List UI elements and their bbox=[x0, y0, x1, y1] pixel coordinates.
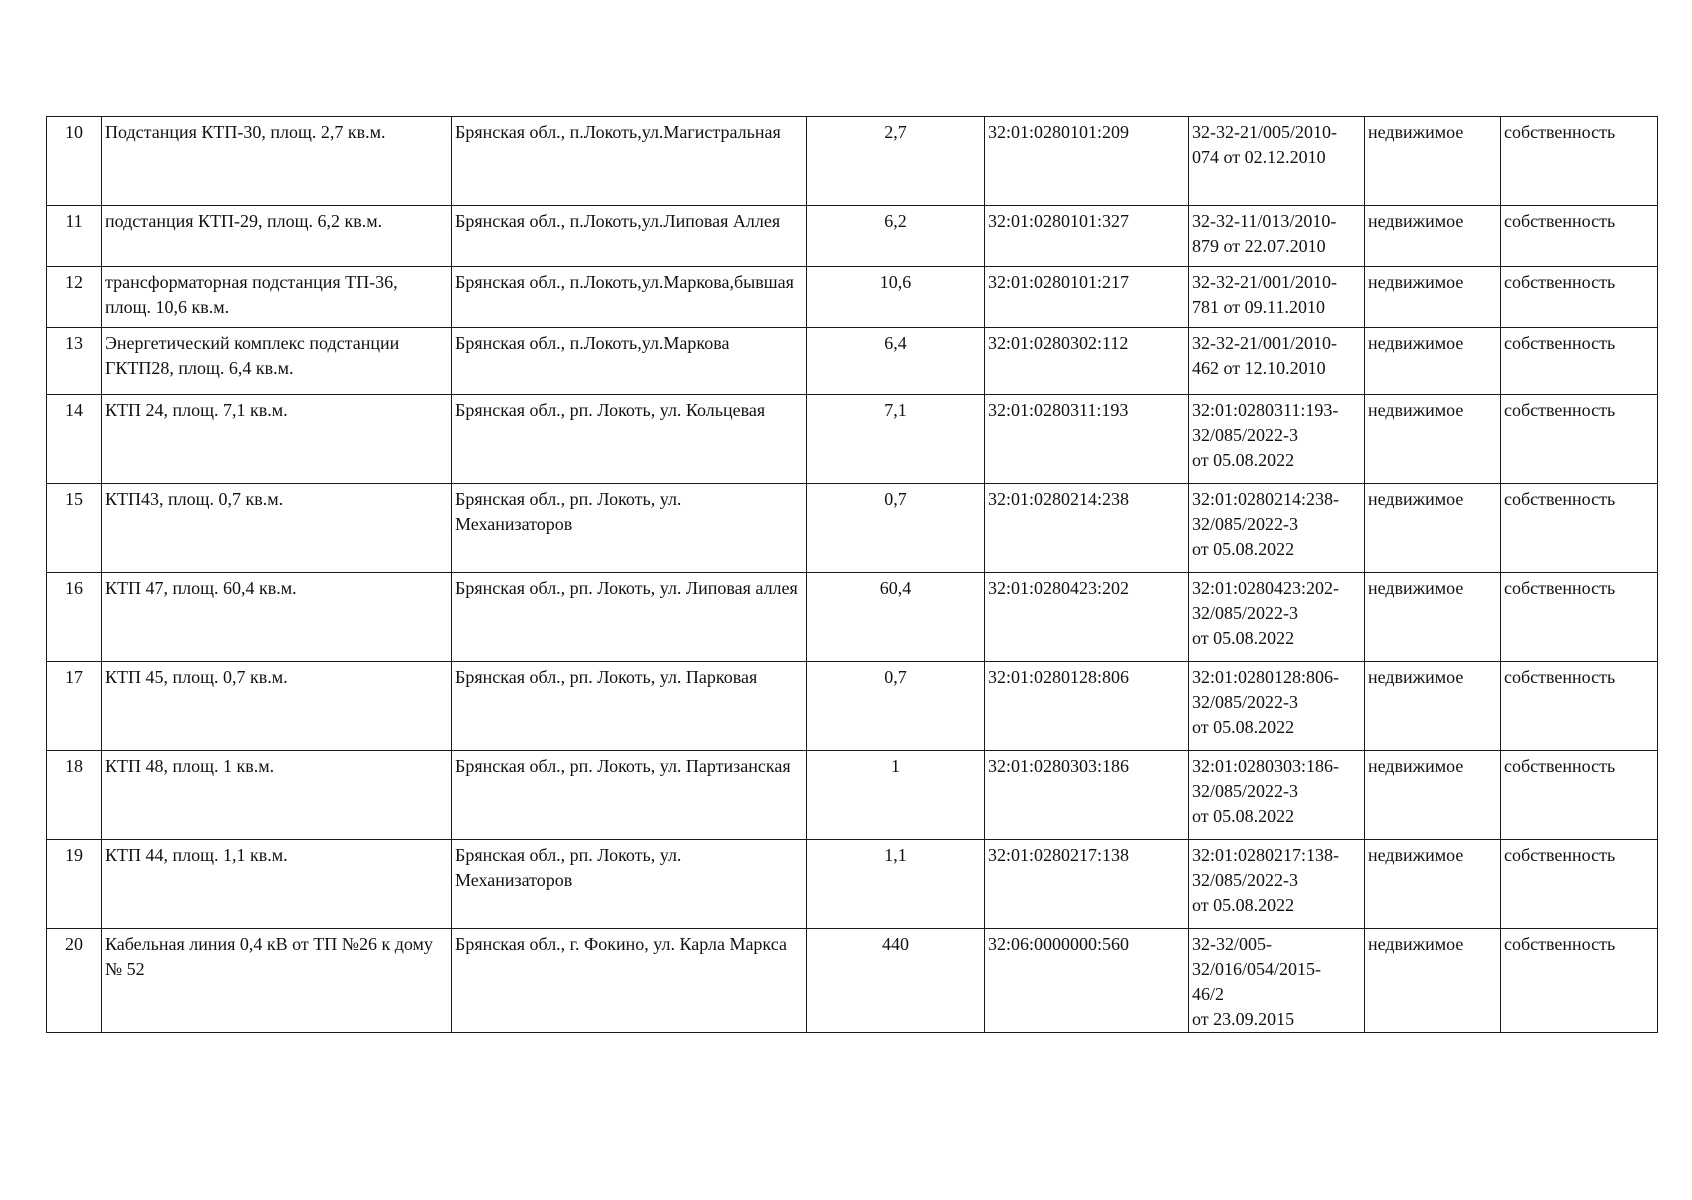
object-address: Брянская обл., рп. Локоть, ул. Липовая аллея bbox=[452, 573, 807, 662]
object-address: Брянская обл., п.Локоть,ул.Магистральная bbox=[452, 117, 807, 206]
object-name: Подстанция КТП-30, площ. 2,7 кв.м. bbox=[102, 117, 452, 206]
cadastral-number: 32:01:0280214:238 bbox=[985, 484, 1189, 573]
registration-record: 32-32/005- 32/016/054/2015- 46/2 от 23.09.2015 bbox=[1189, 929, 1365, 1033]
property-type: недвижимое bbox=[1365, 206, 1501, 267]
row-number: 12 bbox=[47, 267, 102, 328]
object-name: трансформаторная подстанция ТП-36, площ. 10,6 кв.м. bbox=[102, 267, 452, 328]
property-type: недвижимое bbox=[1365, 662, 1501, 751]
row-number: 18 bbox=[47, 751, 102, 840]
cadastral-number: 32:01:0280128:806 bbox=[985, 662, 1189, 751]
table-row bbox=[47, 117, 1658, 206]
table-row bbox=[47, 662, 1658, 751]
property-type: недвижимое bbox=[1365, 929, 1501, 1033]
object-area: 2,7 bbox=[807, 117, 985, 206]
cadastral-number: 32:01:0280302:112 bbox=[985, 328, 1189, 395]
ownership-right: собственность bbox=[1501, 206, 1658, 267]
object-name: Кабельная линия 0,4 кВ от ТП №26 к дому № 52 bbox=[102, 929, 452, 1033]
object-name: подстанция КТП-29, площ. 6,2 кв.м. bbox=[102, 206, 452, 267]
ownership-right: собственность bbox=[1501, 662, 1658, 751]
object-address: Брянская обл., рп. Локоть, ул. Кольцевая bbox=[452, 395, 807, 484]
table-row bbox=[47, 267, 1658, 328]
table-row bbox=[47, 573, 1658, 662]
cadastral-number: 32:01:0280101:327 bbox=[985, 206, 1189, 267]
row-number: 19 bbox=[47, 840, 102, 929]
object-address: Брянская обл., п.Локоть,ул.Маркова bbox=[452, 328, 807, 395]
cadastral-number: 32:01:0280217:138 bbox=[985, 840, 1189, 929]
row-number: 14 bbox=[47, 395, 102, 484]
ownership-right: собственность bbox=[1501, 751, 1658, 840]
property-type: недвижимое bbox=[1365, 484, 1501, 573]
ownership-right: собственность bbox=[1501, 929, 1658, 1033]
property-type: недвижимое bbox=[1365, 573, 1501, 662]
object-area: 0,7 bbox=[807, 484, 985, 573]
table-body bbox=[47, 117, 1658, 1033]
object-area: 0,7 bbox=[807, 662, 985, 751]
object-area: 440 bbox=[807, 929, 985, 1033]
table-row bbox=[47, 840, 1658, 929]
object-area: 7,1 bbox=[807, 395, 985, 484]
object-name: КТП 47, площ. 60,4 кв.м. bbox=[102, 573, 452, 662]
registration-record: 32-32-21/001/2010- 781 от 09.11.2010 bbox=[1189, 267, 1365, 328]
registration-record: 32:01:0280214:238- 32/085/2022-3 от 05.08.2022 bbox=[1189, 484, 1365, 573]
object-address: Брянская обл., п.Локоть,ул.Липовая Аллея bbox=[452, 206, 807, 267]
table-row bbox=[47, 751, 1658, 840]
registration-record: 32:01:0280311:193- 32/085/2022-3 от 05.08.2022 bbox=[1189, 395, 1365, 484]
object-name: КТП 45, площ. 0,7 кв.м. bbox=[102, 662, 452, 751]
ownership-right: собственность bbox=[1501, 395, 1658, 484]
cadastral-number: 32:01:0280303:186 bbox=[985, 751, 1189, 840]
row-number: 17 bbox=[47, 662, 102, 751]
registration-record: 32:01:0280128:806- 32/085/2022-3 от 05.08.2022 bbox=[1189, 662, 1365, 751]
object-name: Энергетический комплекс подстанции ГКТП28, площ. 6,4 кв.м. bbox=[102, 328, 452, 395]
cadastral-number: 32:01:0280311:193 bbox=[985, 395, 1189, 484]
row-number: 20 bbox=[47, 929, 102, 1033]
row-number: 11 bbox=[47, 206, 102, 267]
cadastral-number: 32:01:0280423:202 bbox=[985, 573, 1189, 662]
object-name: КТП 48, площ. 1 кв.м. bbox=[102, 751, 452, 840]
table-row bbox=[47, 929, 1658, 1033]
row-number: 16 bbox=[47, 573, 102, 662]
property-registry-table bbox=[46, 116, 1658, 1033]
registration-record: 32:01:0280217:138- 32/085/2022-3 от 05.08.2022 bbox=[1189, 840, 1365, 929]
object-address: Брянская обл., г. Фокино, ул. Карла Маркса bbox=[452, 929, 807, 1033]
object-address: Брянская обл., рп. Локоть, ул. Парковая bbox=[452, 662, 807, 751]
row-number: 13 bbox=[47, 328, 102, 395]
ownership-right: собственность bbox=[1501, 117, 1658, 206]
registration-record: 32-32-21/005/2010- 074 от 02.12.2010 bbox=[1189, 117, 1365, 206]
object-name: КТП 44, площ. 1,1 кв.м. bbox=[102, 840, 452, 929]
object-name: КТП 24, площ. 7,1 кв.м. bbox=[102, 395, 452, 484]
property-type: недвижимое bbox=[1365, 840, 1501, 929]
object-area: 60,4 bbox=[807, 573, 985, 662]
cadastral-number: 32:06:0000000:560 bbox=[985, 929, 1189, 1033]
object-address: Брянская обл., рп. Локоть, ул. Механизаторов bbox=[452, 840, 807, 929]
registration-record: 32:01:0280423:202- 32/085/2022-3 от 05.08.2022 bbox=[1189, 573, 1365, 662]
object-area: 6,2 bbox=[807, 206, 985, 267]
property-type: недвижимое bbox=[1365, 267, 1501, 328]
row-number: 10 bbox=[47, 117, 102, 206]
table-row bbox=[47, 395, 1658, 484]
property-type: недвижимое bbox=[1365, 328, 1501, 395]
object-address: Брянская обл., п.Локоть,ул.Маркова,бывшая bbox=[452, 267, 807, 328]
property-type: недвижимое bbox=[1365, 395, 1501, 484]
ownership-right: собственность bbox=[1501, 484, 1658, 573]
property-type: недвижимое bbox=[1365, 751, 1501, 840]
table-row bbox=[47, 484, 1658, 573]
registration-record: 32-32-11/013/2010- 879 от 22.07.2010 bbox=[1189, 206, 1365, 267]
ownership-right: собственность bbox=[1501, 267, 1658, 328]
object-area: 10,6 bbox=[807, 267, 985, 328]
object-area: 1 bbox=[807, 751, 985, 840]
object-address: Брянская обл., рп. Локоть, ул. Механизаторов bbox=[452, 484, 807, 573]
cadastral-number: 32:01:0280101:217 bbox=[985, 267, 1189, 328]
ownership-right: собственность bbox=[1501, 840, 1658, 929]
table-row bbox=[47, 206, 1658, 267]
registration-record: 32-32-21/001/2010- 462 от 12.10.2010 bbox=[1189, 328, 1365, 395]
object-area: 1,1 bbox=[807, 840, 985, 929]
table-row bbox=[47, 328, 1658, 395]
cadastral-number: 32:01:0280101:209 bbox=[985, 117, 1189, 206]
registration-record: 32:01:0280303:186- 32/085/2022-3 от 05.08.2022 bbox=[1189, 751, 1365, 840]
object-name: КТП43, площ. 0,7 кв.м. bbox=[102, 484, 452, 573]
object-area: 6,4 bbox=[807, 328, 985, 395]
row-number: 15 bbox=[47, 484, 102, 573]
object-address: Брянская обл., рп. Локоть, ул. Партизанская bbox=[452, 751, 807, 840]
ownership-right: собственность bbox=[1501, 573, 1658, 662]
ownership-right: собственность bbox=[1501, 328, 1658, 395]
property-type: недвижимое bbox=[1365, 117, 1501, 206]
